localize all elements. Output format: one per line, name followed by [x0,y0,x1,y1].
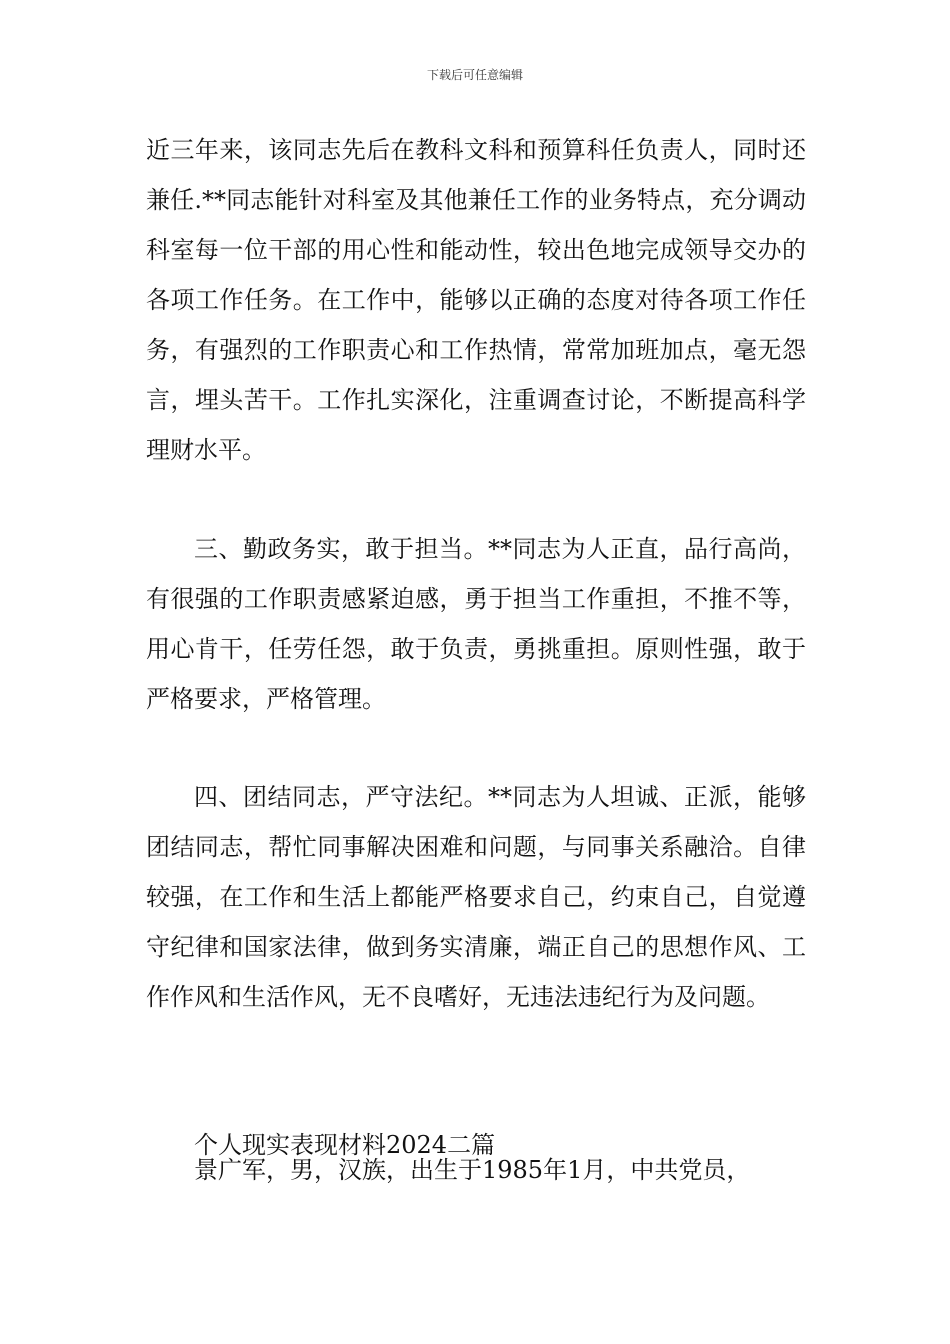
paragraph-work-attitude [146,125,806,475]
paragraph-text: 景广军，男，汉族，出生于1985年1月，中共党员， [194,1156,751,1184]
header-note: 下载后可任意编辑 [426,68,523,82]
paragraph-text: 四、团结同志，严守法纪。**同志为人坦诚、正派，能够团结同志，帮忙同事解决困难和问题，与同事关系融洽。自律较强，在工作和生活上都能严格要求自己，约束自己，自觉遵守纪律和国家法律，做到务实清廉，端正自己的思想作风、工作作风和生活作风，无不良嗜好，无违法违纪行为及问题。 [146,783,806,1011]
paragraph-text: 近三年来，该同志先后在教科文科和预算科任负责人，同时还兼任.**同志能针对科室及其他兼任工作的业务特点，充分调动科室每一位干部的用心性和能动性，较出色地完成领导交办的各项工作任务。在工作中，能够以正确的态度对待各项工作任务，有强烈的工作职责心和工作热情，常常加班加点，毫无怨言，埋头苦干。工作扎实深化，注重调查讨论，不断提高科学理财水平。 [146,136,806,464]
paragraph-text: 三、勤政务实，敢于担当。**同志为人正直，品行高尚，有很强的工作职责感紧迫感，勇于担当工作重担，不推不等，用心肯干，任劳任怨，敢于负责，勇挑重担。原则性强，敢于严格要求，严格管理。 [146,535,806,713]
paragraph-intro [146,1145,806,1195]
section-title-text: 个人现实表现材料2024二篇 [194,1131,496,1159]
paragraph-unity-discipline [146,772,806,1022]
paragraph-diligence [146,524,806,724]
